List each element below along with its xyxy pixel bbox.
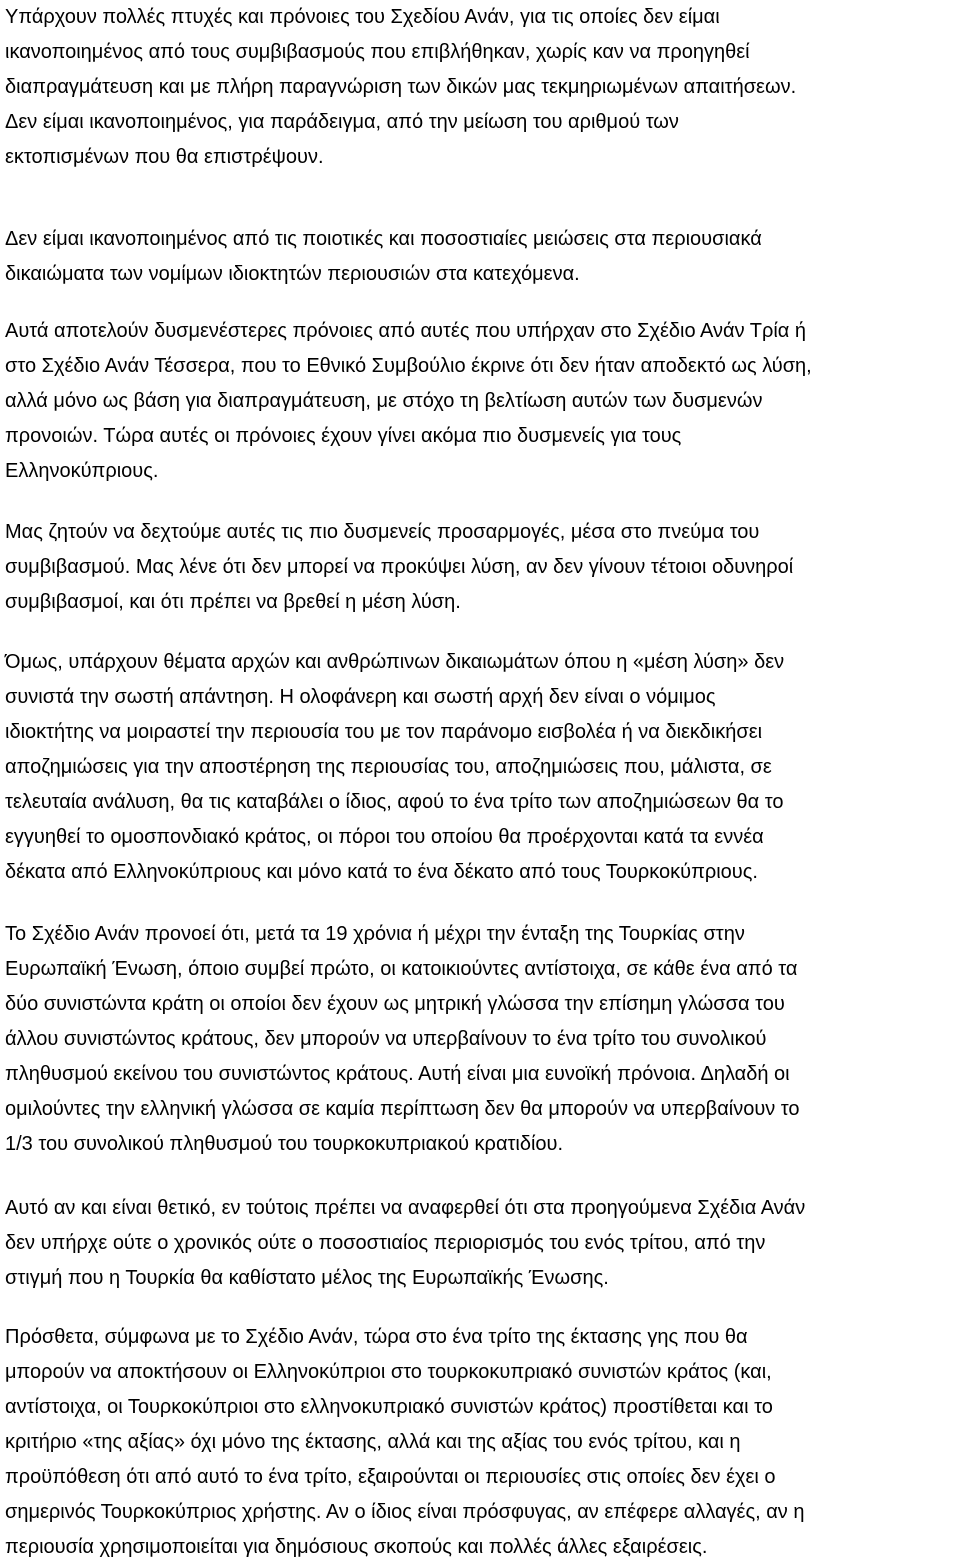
text-line: αλλά μόνο ως βάση για διαπραγμάτευση, με στόχο τη βελτίωση αυτών των δυσμενών	[5, 390, 763, 412]
text-line: αποζημιώσεις για την αποστέρηση της περιουσίας του, αποζημιώσεις που, μάλιστα, σε	[5, 756, 772, 778]
text-line: Το Σχέδιο Ανάν προνοεί ότι, μετά τα 19 χρόνια ή μέχρι την ένταξη της Τουρκίας στην	[5, 923, 745, 945]
paragraph-2	[5, 222, 954, 292]
text-line: εγγυηθεί το ομοσπονδιακό κράτος, οι πόροι του οποίου θα προέρχονται κατά τα εννέα	[5, 826, 764, 848]
text-line: συνιστά την σωστή απάντηση. Η ολοφάνερη και σωστή αρχή δεν είναι ο νόμιμος	[5, 686, 716, 708]
text-line: κριτήριο «της αξίας» όχι μόνο της έκτασης, αλλά και της αξίας του ενός τρίτου, και η	[5, 1431, 741, 1453]
text-line: δικαιώματα των νομίμων ιδιοκτητών περιουσιών στα κατεχόμενα.	[5, 263, 580, 285]
text-line: ιδιοκτήτης να μοιραστεί την περιουσία του με τον παράνομο εισβολέα ή να διεκδικήσει	[5, 721, 763, 743]
text-line: Δεν είμαι ικανοποιημένος από τις ποιοτικές και ποσοστιαίες μειώσεις στα περιουσιακά	[5, 228, 762, 250]
text-line: στο Σχέδιο Ανάν Τέσσερα, που το Εθνικό Συμβούλιο έκρινε ότι δεν ήταν αποδεκτό ως λύση,	[5, 355, 812, 377]
text-line: στιγμή που η Τουρκία θα καθίστατο μέλος της Ευρωπαϊκής Ένωσης.	[5, 1267, 609, 1289]
paragraph-3	[5, 314, 954, 489]
text-line: Όμως, υπάρχουν θέματα αρχών και ανθρώπινων δικαιωμάτων όπου η «μέση λύση» δεν	[5, 651, 785, 673]
text-line: συμβιβασμού. Μας λένε ότι δεν μπορεί να προκύψει λύση, αν δεν γίνουν τέτοιοι οδυνηροί	[5, 556, 794, 578]
text-line: άλλου συνιστώντος κράτους, δεν μπορούν να υπερβαίνουν το ένα τρίτο του συνολικού	[5, 1028, 767, 1050]
text-line: ομιλούντες την ελληνική γλώσσα σε καμία περίπτωση δεν θα μπορούν να υπερβαίνουν το	[5, 1098, 800, 1120]
text-line: προϋπόθεση ότι από αυτό το ένα τρίτο, εξαιρούνται οι περιουσίες στις οποίες δεν έχει ο	[5, 1466, 776, 1488]
text-line: προνοιών. Τώρα αυτές οι πρόνοιες έχουν γίνει ακόμα πιο δυσμενείς για τους	[5, 425, 682, 447]
paragraph-8	[5, 1320, 954, 1565]
text-line: Αυτά αποτελούν δυσμενέστερες πρόνοιες από αυτές που υπήρχαν στο Σχέδιο Ανάν Τρία ή	[5, 320, 807, 342]
text-line: συμβιβασμοί, και ότι πρέπει να βρεθεί η μέση λύση.	[5, 591, 461, 613]
text-line: Ελληνοκύπριους.	[5, 460, 159, 482]
text-line: ικανοποιημένος από τους συμβιβασμούς που επιβλήθηκαν, χωρίς καν να προηγηθεί	[5, 41, 750, 63]
text-line: δύο συνιστώντα κράτη οι οποίοι δεν έχουν ως μητρική γλώσσα την επίσημη γλώσσα του	[5, 993, 785, 1015]
text-line: 1/3 του συνολικού πληθυσμού του τουρκοκυπριακού κρατιδίου.	[5, 1133, 564, 1155]
text-line: Μας ζητούν να δεχτούμε αυτές τις πιο δυσμενείς προσαρμογές, μέσα στο πνεύμα του	[5, 521, 760, 543]
text-line: εκτοπισμένων που θα επιστρέψουν.	[5, 146, 324, 168]
text-line: Αυτό αν και είναι θετικό, εν τούτοις πρέπει να αναφερθεί ότι στα προηγούμενα Σχέδια Ανάν	[5, 1197, 806, 1219]
text-line: Υπάρχουν πολλές πτυχές και πρόνοιες του Σχεδίου Ανάν, για τις οποίες δεν είμαι	[5, 6, 720, 28]
text-line: δεν υπήρχε ούτε ο χρονικός ούτε ο ποσοστιαίος περιορισμός του ενός τρίτου, από την	[5, 1232, 766, 1254]
text-line: σημερινός Τουρκοκύπριος χρήστης. Αν ο ίδιος είναι πρόσφυγας, αν επέφερε αλλαγές, αν η	[5, 1501, 805, 1523]
text-line: αντίστοιχα, οι Τουρκοκύπριοι στο ελληνοκυπριακό συνιστών κράτος) προστίθεται και το	[5, 1396, 773, 1418]
text-line: διαπραγμάτευση και με πλήρη παραγνώριση των δικών μας τεκμηριωμένων απαιτήσεων.	[5, 76, 797, 98]
text-line: τελευταία ανάλυση, θα τις καταβάλει ο ίδιος, αφού το ένα τρίτο των αποζημιώσεων θα το	[5, 791, 784, 813]
text-line: δέκατα από Ελληνοκύπριους και μόνο κατά το ένα δέκατο από τους Τουρκοκύπριους.	[5, 861, 758, 883]
text-line: Πρόσθετα, σύμφωνα με το Σχέδιο Ανάν, τώρα στο ένα τρίτο της έκτασης γης που θα	[5, 1326, 748, 1348]
text-line: περιουσία χρησιμοποιείται για δημόσιους σκοπούς και πολλές άλλες εξαιρέσεις.	[5, 1536, 708, 1558]
paragraph-4	[5, 515, 954, 620]
text-line: μπορούν να αποκτήσουν οι Ελληνοκύπριοι στο τουρκοκυπριακό συνιστών κράτος (και,	[5, 1361, 772, 1383]
paragraph-1	[5, 0, 954, 175]
text-line: Ευρωπαϊκή Ένωση, όποιο συμβεί πρώτο, οι κατοικιούντες αντίστοιχα, σε κάθε ένα από τα	[5, 958, 798, 980]
text-line: Δεν είμαι ικανοποιημένος, για παράδειγμα, από την μείωση του αριθμού των	[5, 111, 679, 133]
paragraph-7	[5, 1191, 954, 1296]
text-line: πληθυσμού εκείνου του συνιστώντος κράτους. Αυτή είναι μια ευνοϊκή πρόνοια. Δηλαδή οι	[5, 1063, 790, 1085]
paragraph-5	[5, 645, 954, 890]
paragraph-6	[5, 917, 954, 1162]
